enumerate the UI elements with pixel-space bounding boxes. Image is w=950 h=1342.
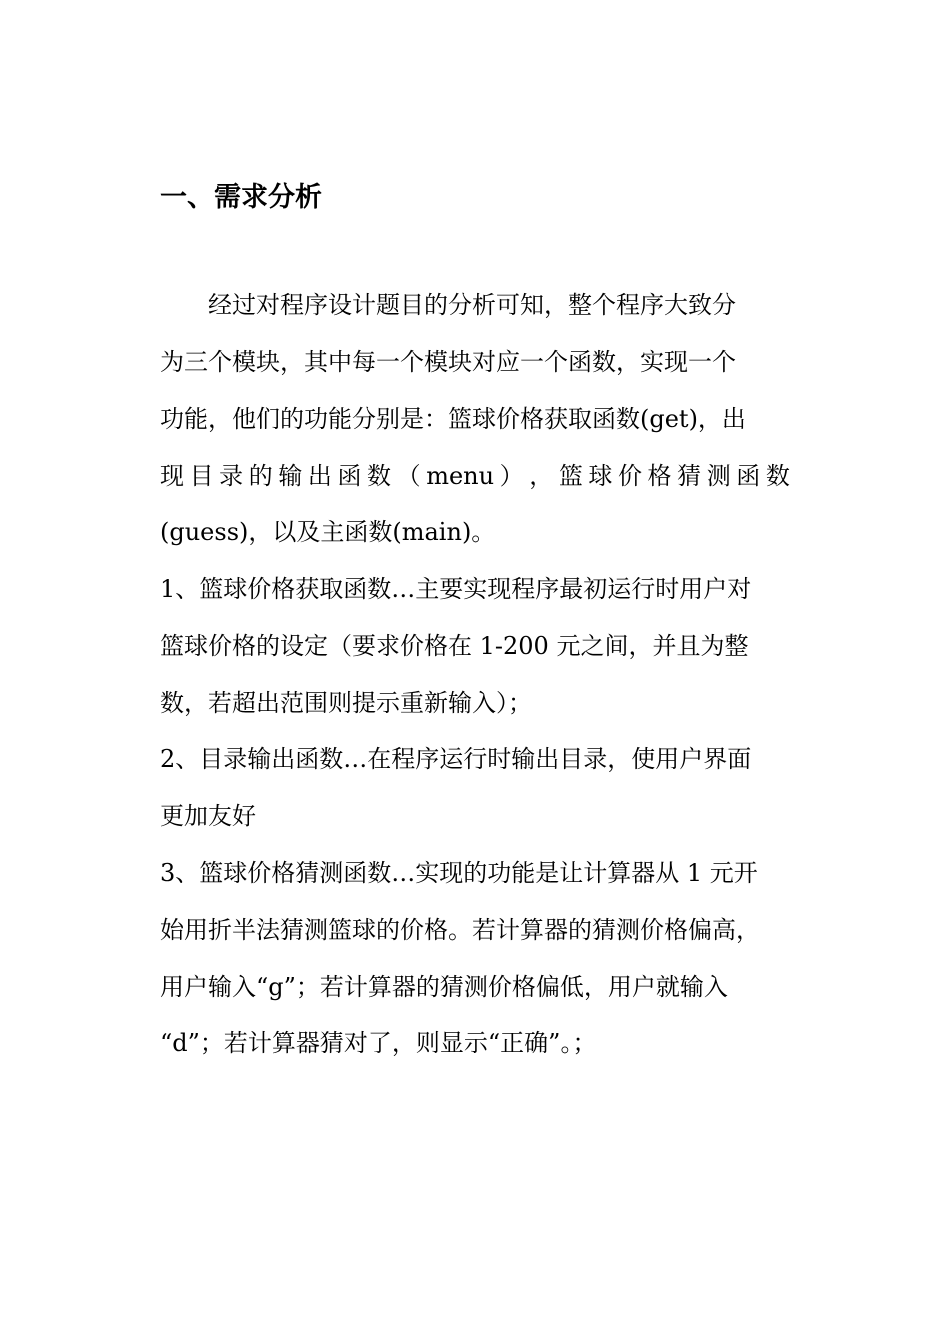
intro-line-4-char: 出 [307,462,332,490]
item3-line-3: 用户输入“g”；若计算器的猜测价格偏低，用户就输入 [160,973,728,1001]
intro-line-4-char: 函 [337,462,362,490]
item2-line-1: 2、目录输出函数…在程序运行时输出目录，使用户界面 [160,745,752,773]
intro-line-4-char: 数 [765,462,790,490]
item3-line-1: 3、篮球价格猜测函数…实现的功能是让计算器从 1 元开 [160,859,758,887]
intro-line-4 [160,459,790,493]
intro-line-4-char: ） [499,462,524,490]
intro-line-1: 经过对程序设计题目的分析可知，整个程序大致分 [208,291,736,319]
intro-line-4-char: 的 [248,462,273,490]
intro-line-4-char: 现 [160,462,184,490]
intro-line-4-char: 猜 [677,462,702,490]
intro-line-2: 为三个模块，其中每一个模块对应一个函数，实现一个 [160,348,736,376]
intro-line-4-char: ， [529,462,554,490]
item3-line-4: “d”；若计算器猜对了，则显示“正确”。； [160,1029,597,1057]
intro-line-4-char: （ [396,462,421,490]
item1-line-3: 数，若超出范围则提示重新输入）； [160,689,532,717]
intro-line-4-char: 价 [617,462,642,490]
item1-line-2: 篮球价格的设定（要求价格在 1-200 元之间，并且为整 [160,632,749,660]
section-heading: 一、需求分析 [160,182,322,213]
intro-line-3: 功能，他们的功能分别是：篮球价格获取函数(get)，出 [160,405,746,433]
intro-line-4-char: 篮 [558,462,583,490]
intro-line-4-char: 测 [706,462,731,490]
item3-line-2: 始用折半法猜测篮球的价格。若计算器的猜测价格偏高， [160,916,760,944]
intro-line-4-char: 输 [278,462,303,490]
intro-line-4-char: 格 [647,462,672,490]
intro-line-4-char: 球 [588,462,613,490]
intro-line-4-char: 函 [736,462,761,490]
intro-line-5: (guess)，以及主函数(main)。 [160,518,496,546]
intro-line-4-char: 录 [219,462,244,490]
intro-line-4-char: 目 [189,462,214,490]
intro-line-4-char: menu [426,462,495,490]
item1-line-1: 1、篮球价格获取函数…主要实现程序最初运行时用户对 [160,575,752,603]
item2-line-2: 更加友好 [160,802,256,830]
intro-line-4-char: 数 [367,462,392,490]
